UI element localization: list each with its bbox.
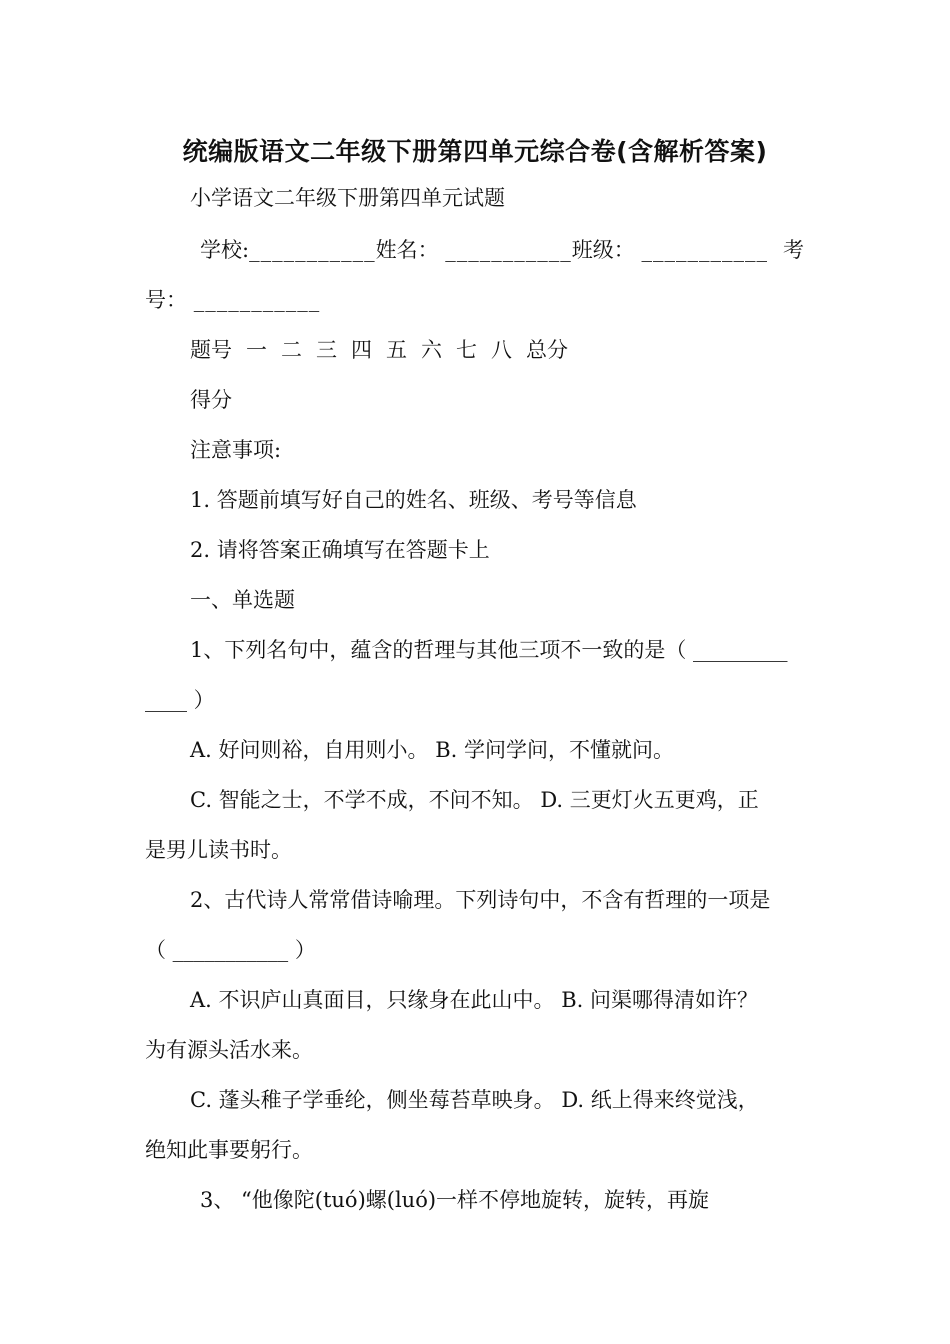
document-title: 统编版语文二年级下册第四单元综合卷(含解析答案)	[182, 137, 768, 166]
note-item-1: 1. 答题前填写好自己的姓名、班级、考号等信息	[190, 488, 637, 512]
school-label: 学校:	[200, 238, 250, 262]
section-heading-single-choice: 一、单选题	[190, 588, 295, 612]
score-col-2: 二	[281, 338, 302, 362]
q2-options-line3: C. 蓬头稚子学垂纶，侧坐莓苔草映身。 D. 纸上得来终觉浅，	[190, 1088, 759, 1112]
score-col-5: 五	[386, 338, 407, 362]
q1-stem-line2: ____ ）	[145, 688, 215, 712]
q2-options-line1: A. 不识庐山真面目，只缘身在此山中。 B. 问渠哪得清如许？	[190, 988, 758, 1012]
class-label: 班级：	[571, 238, 635, 262]
document-subtitle: 小学语文二年级下册第四单元试题	[190, 186, 505, 210]
q1-options-line1: A. 好问则裕，自用则小。 B. 学问学问，不懂就问。	[190, 738, 674, 762]
q2-options-line2: 为有源头活水来。	[145, 1038, 313, 1062]
q3-stem-line1: 3、 “他像陀(tuó)螺(luó)一样不停地旋转，旋转，再旋	[200, 1188, 710, 1212]
q1-stem-line1: 1、下列名句中，蕴含的哲理与其他三项不一致的是（ _________	[190, 638, 788, 662]
exam-number-label-part2: 号：	[145, 288, 187, 312]
q2-stem-line1: 2、古代诗人常常借诗喻理。下列诗句中，不含有哲理的一项是	[190, 888, 771, 912]
score-row-label: 得分	[190, 388, 232, 412]
q1-options-line3: 是男儿读书时。	[145, 838, 292, 862]
school-blank: ___________	[249, 238, 376, 262]
score-col-7: 七	[456, 338, 477, 362]
score-col-4: 四	[351, 338, 372, 362]
score-col-8: 八	[491, 338, 512, 362]
q2-stem-line2: （ ___________ ）	[145, 938, 316, 962]
notes-heading: 注意事项:	[190, 438, 282, 462]
exam-number-line	[145, 288, 320, 313]
note-item-2: 2. 请将答案正确填写在答题卡上	[190, 538, 490, 562]
student-info-line	[200, 238, 768, 263]
q1-options-line2: C. 智能之士，不学不成，不问不知。 D. 三更灯火五更鸡，正	[190, 788, 759, 812]
score-col-3: 三	[316, 338, 337, 362]
name-blank: ___________	[445, 238, 572, 262]
class-blank: ___________	[641, 238, 768, 262]
exam-number-label-part1: 考	[783, 238, 804, 262]
score-table-header	[190, 338, 582, 363]
score-col-total: 总分	[526, 338, 568, 362]
name-label: 姓名：	[375, 238, 439, 262]
score-col-6: 六	[421, 338, 442, 362]
score-header-label: 题号	[190, 338, 232, 362]
score-col-1: 一	[246, 338, 267, 362]
q2-options-line4: 绝知此事要躬行。	[145, 1138, 313, 1162]
exam-number-blank: ___________	[193, 288, 321, 312]
